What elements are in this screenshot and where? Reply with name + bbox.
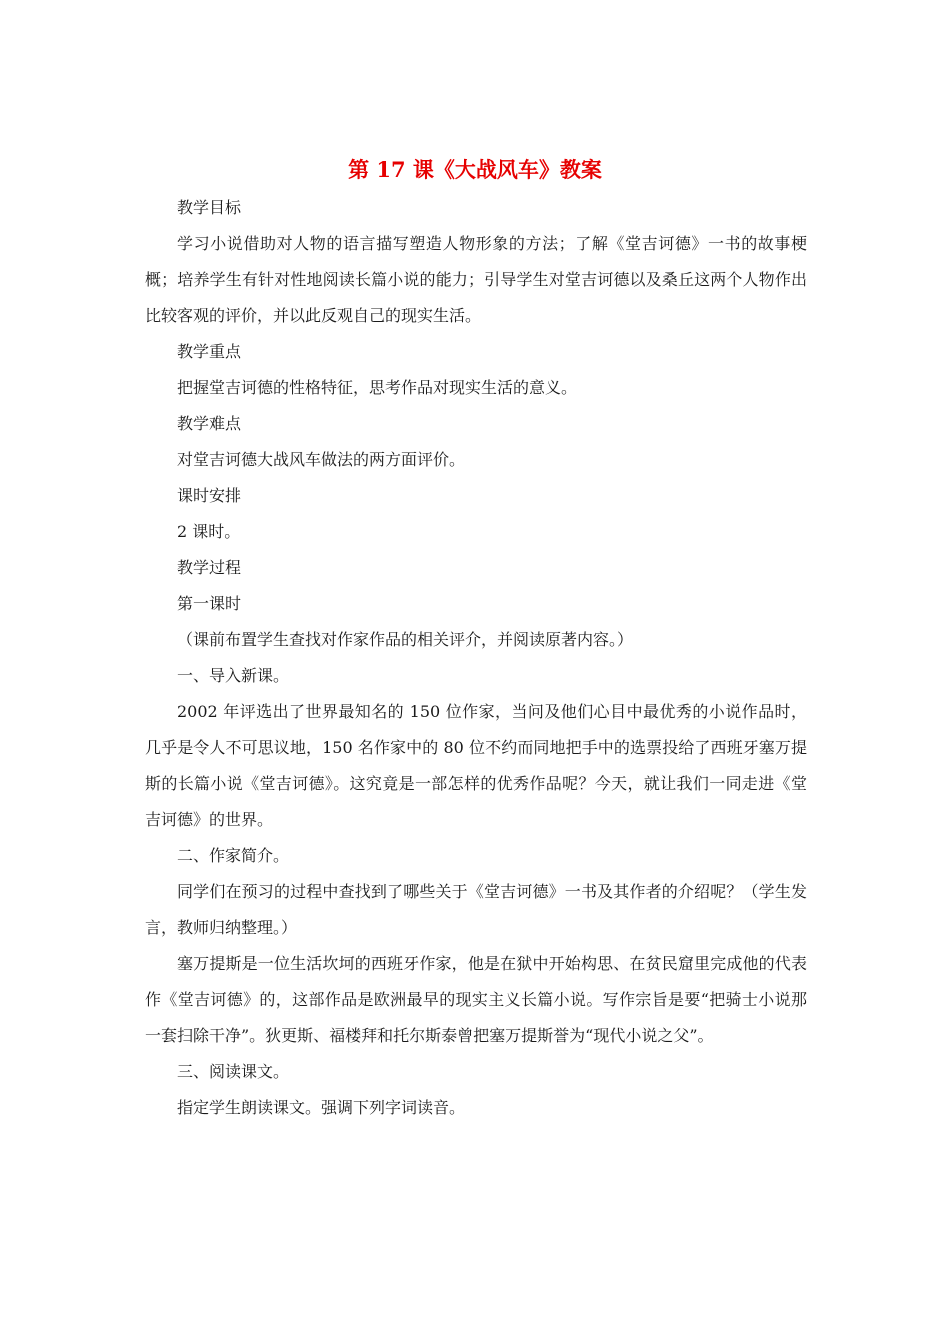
paragraph-author-question: 同学们在预习的过程中查找到了哪些关于《堂吉诃德》一书及其作者的介绍呢？（学生发言，教师归纳整理。） <box>145 882 807 937</box>
section-heading-author: 二、作家简介。 <box>177 846 290 865</box>
paragraph-objectives: 学习小说借助对人物的语言描写塑造人物形象的方法；了解《堂吉诃德》一书的故事梗概；培养学生有针对性地阅读长篇小说的能力；引导学生对堂吉诃德以及桑丘这两个人物作出比较客观的评价，并以此反观自己的现实生活。 <box>145 234 807 325</box>
paragraph-author-bio: 塞万提斯是一位生活坎坷的西班牙作家，他是在狱中开始构思、在贫民窟里完成他的代表作《堂吉诃德》的，这部作品是欧洲最早的现实主义长篇小说。写作宗旨是要“把骑士小说那一套扫除干净”。狄更斯、福楼拜和托尔斯泰曾把塞万提斯誉为“现代小说之父”。 <box>145 954 807 1045</box>
section-heading-introduction: 一、导入新课。 <box>177 666 290 685</box>
document-title: 第 17 课《大战风车》教案 <box>348 157 602 182</box>
section-heading-difficulties: 教学难点 <box>177 414 242 433</box>
section-heading-key-points: 教学重点 <box>177 342 242 361</box>
document-body <box>145 190 807 1126</box>
section-heading-schedule: 课时安排 <box>177 486 242 505</box>
section-heading-objectives: 教学目标 <box>177 198 242 217</box>
paragraph-introduction: 2002 年评选出了世界最知名的 150 位作家，当问及他们心目中最优秀的小说作品时，几乎是令人不可思议地，150 名作家中的 80 位不约而同地把手中的选票投给了西班牙塞万提斯的长篇小说《堂吉诃德》。这究竟是一部怎样的优秀作品呢？今天，就让我们一同走进《堂吉诃德》的世界。 <box>145 702 807 829</box>
section-heading-reading: 三、阅读课文。 <box>177 1062 290 1081</box>
paragraph-preparation-note: （课前布置学生查找对作家作品的相关评介，并阅读原著内容。） <box>177 630 634 649</box>
paragraph-schedule: 2 课时。 <box>177 522 241 541</box>
paragraph-difficulties: 对堂吉诃德大战风车做法的两方面评价。 <box>177 450 466 469</box>
paragraph-reading: 指定学生朗读课文。强调下列字词读音。 <box>177 1098 466 1117</box>
paragraph-key-points: 把握堂吉诃德的性格特征，思考作品对现实生活的意义。 <box>177 378 578 397</box>
section-heading-first-lesson: 第一课时 <box>177 594 242 613</box>
section-heading-process: 教学过程 <box>177 558 242 577</box>
